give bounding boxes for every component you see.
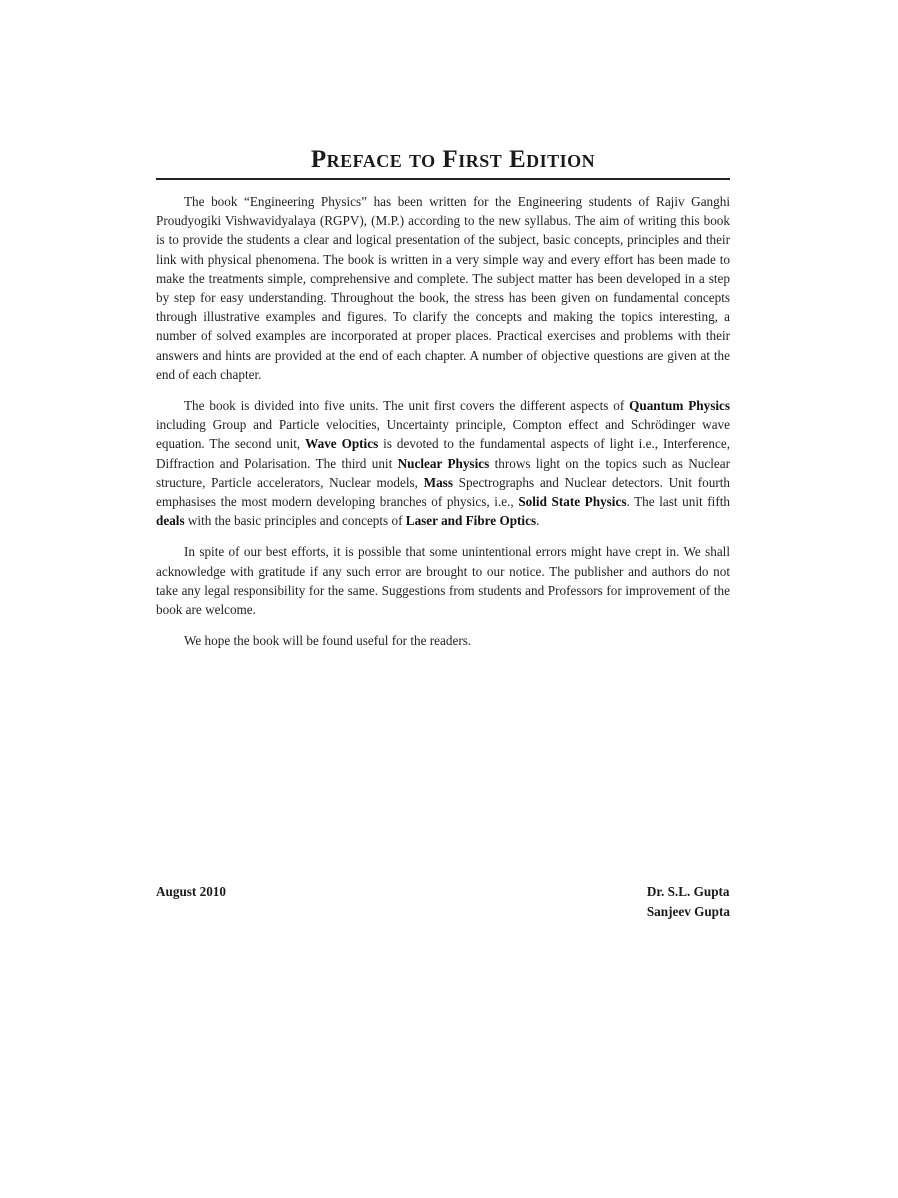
bold-deals: deals [156, 513, 185, 529]
paragraph-intro: The book “Engineering Physics” has been written for the Engineering students of Rajiv Ganghi Proudyogiki Vishwavidyalaya (RGPV), (M.P.) according to the new syllabus. The aim of writing this book is to provide the students a clear and logical presentation of the subject, basic concepts, principles and their link with physical phenomena. The book is written in a very simple way and every effort has been made to make the treatments simple, comprehensive and complete. The subject matter has been developed in a step by step for easy understanding. Throughout the book, the stress has been given on fundamental concepts through illustrative examples and figures. To clarify the concepts and making the topics interesting, a number of solved examples are incorporated at proper places. Practical exercises and problems with their answers and hints are provided at the end of each chapter. A number of objective questions are given at the end of each chapter. [156, 194, 730, 382]
unit-laser-fibre-optics: Laser and Fibre Optics [405, 513, 537, 529]
paragraph-closing: We hope the book will be found useful for the readers. [184, 633, 472, 649]
unit-nuclear-physics: Nuclear Physics [397, 455, 490, 471]
units-text: . The last unit fifth [626, 494, 730, 510]
unit-quantum-physics: Quantum Physics [629, 398, 730, 414]
units-text: with the basic principles and concepts of [184, 513, 406, 529]
title-underline [156, 178, 730, 180]
authors [647, 882, 730, 922]
paragraph-errors: In spite of our best efforts, it is possible that some unintentional errors might have crept in. We shall acknowledge with gratitude if any such error are brought to our notice. The publisher and authors do not take any legal responsibility for the same. Suggestions from students and Professors for improvement of the book are welcome. [156, 544, 730, 618]
units-text: including Group and Particle velocities, Uncertainty principle, Compton effect and Schrödinger wave equation. The second unit, [156, 417, 730, 452]
author-name: Sanjeev Gupta [646, 904, 730, 919]
bold-mass: Mass [423, 474, 453, 490]
unit-solid-state-physics: Solid State Physics [518, 494, 627, 510]
units-text: The book is divided into five units. The unit first covers the different aspects of [184, 398, 630, 414]
units-text: throws light on the topics such as Nuclear structure, Particle accelerators, Nuclear models, [156, 455, 730, 490]
units-text: . [536, 513, 540, 529]
author-name: Dr. S.L. Gupta [646, 884, 730, 899]
units-text: Spectrographs and Nuclear detectors. Unit fourth emphasises the most modern developing branches of physics, i.e., [156, 474, 730, 510]
units-text: is devoted to the fundamental aspects of light i.e., Interference, Diffraction and Polarisation. The third unit [156, 436, 730, 471]
paragraph-units [156, 396, 730, 530]
preface-page [156, 146, 730, 919]
page-title: Preface to First Edition [310, 146, 596, 173]
preface-date: August 2010 [156, 884, 226, 899]
unit-wave-optics: Wave Optics [305, 436, 379, 452]
